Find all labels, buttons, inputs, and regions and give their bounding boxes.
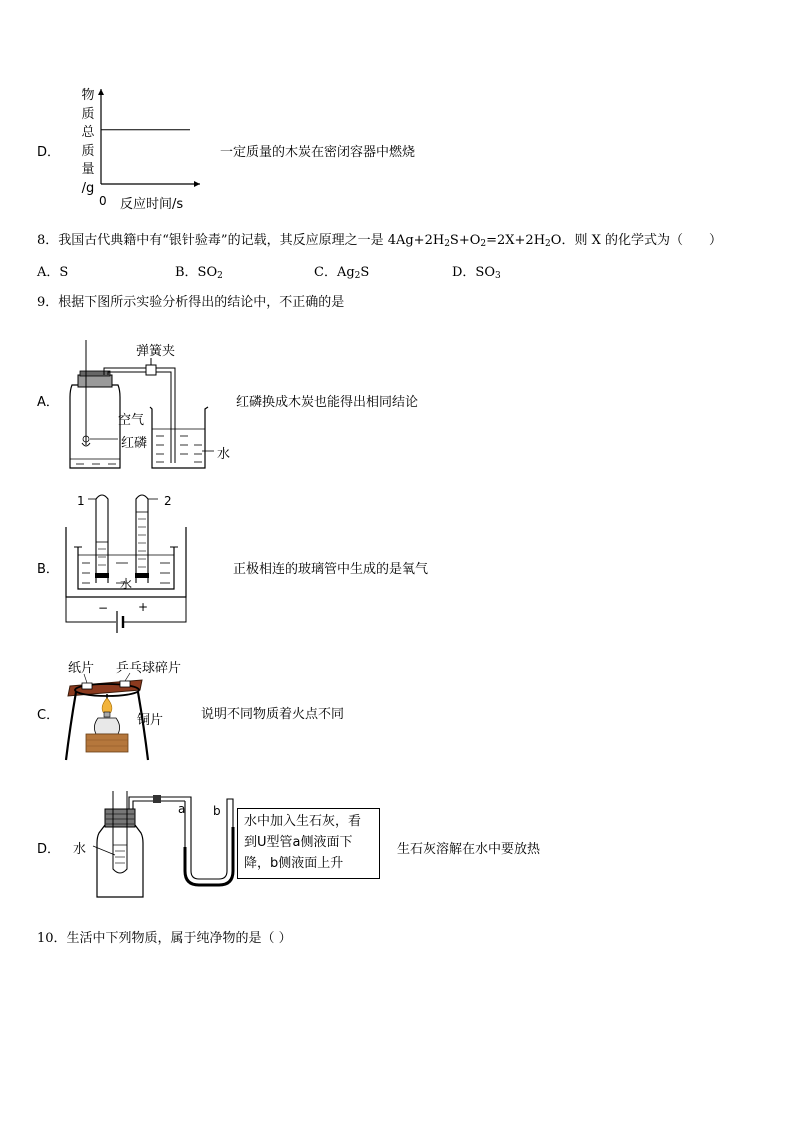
observation-note-line: 到U型管a侧液面下 bbox=[244, 835, 353, 850]
q7-option-d-letter: D． bbox=[37, 145, 61, 160]
q8-option-text: S bbox=[360, 265, 370, 280]
q8-option-text: C．Ag bbox=[314, 265, 355, 280]
q9-c-letter: C． bbox=[37, 708, 60, 723]
chart-x-axis-arrow bbox=[194, 181, 200, 187]
q8-subscript: 2 bbox=[444, 239, 450, 249]
label-phosphorus: 红磷 bbox=[121, 436, 148, 451]
q8-option-c bbox=[314, 261, 369, 281]
q9-a-text: 红磷换成木炭也能得出相同结论 bbox=[236, 395, 419, 410]
chart-ylabel-char: 总 bbox=[81, 125, 95, 140]
chart-y-axis-arrow bbox=[98, 89, 104, 95]
plus-sign: + bbox=[138, 600, 149, 614]
observation-note-line: 水中加入生石灰，看 bbox=[244, 814, 362, 829]
q8-stem-part: =2X+2H bbox=[486, 233, 546, 248]
q9-d-letter: D． bbox=[37, 842, 61, 857]
q8-stem-part: 8．我国古代典籍中有“银针验毒”的记载，其反应原理之一是 4Ag+2H bbox=[37, 233, 445, 248]
q8-subscript: 2 bbox=[354, 271, 361, 281]
q8-option-b bbox=[175, 261, 223, 281]
q8-stem-part: S+O bbox=[449, 233, 481, 248]
observation-note-box bbox=[237, 808, 380, 879]
label-pingpong: 乒乓球碎片 bbox=[116, 661, 182, 676]
q9-b-letter: B． bbox=[37, 562, 59, 577]
u-tube-side-a-label: a bbox=[178, 802, 186, 816]
chart-origin-label: 0 bbox=[99, 194, 107, 208]
label-copper: 铜片 bbox=[137, 713, 164, 728]
label-water: 水 bbox=[73, 842, 87, 857]
q8-option-text: D．SO bbox=[452, 265, 495, 280]
q8-option-text: B．SO bbox=[175, 265, 218, 280]
q9-c-text: 说明不同物质着火点不同 bbox=[201, 707, 345, 722]
line-chart bbox=[95, 80, 210, 195]
q8-stem bbox=[37, 229, 722, 249]
q7-option-d-text: 一定质量的木炭在密闭容器中燃烧 bbox=[220, 145, 416, 160]
quicklime-u-tube-apparatus bbox=[85, 785, 245, 905]
label-clip: 弹簧夹 bbox=[136, 344, 176, 359]
tube-1-label: 1 bbox=[77, 494, 85, 508]
chart-ylabel-char: 质 bbox=[81, 106, 95, 122]
q8-option-d bbox=[452, 261, 501, 281]
label-air: 空气 bbox=[118, 413, 145, 428]
q8-subscript: 2 bbox=[545, 239, 551, 249]
chart-xlabel: 反应时间/s bbox=[120, 197, 184, 212]
chart-ylabel-char: 量 bbox=[81, 162, 95, 177]
q8-stem-part: O．则 X 的化学式为（ ） bbox=[550, 233, 722, 248]
minus-sign: − bbox=[98, 601, 109, 615]
q8-option-a: A．S bbox=[37, 265, 69, 280]
chart-ylabel bbox=[80, 87, 96, 198]
q9-stem: 9．根据下图所示实验分析得出的结论中，不正确的是 bbox=[37, 295, 345, 310]
electrolysis-apparatus bbox=[62, 487, 197, 637]
u-tube-side-b-label: b bbox=[213, 804, 221, 818]
q8-subscript: 3 bbox=[495, 271, 501, 281]
chart-ylabel-char: /g bbox=[81, 180, 95, 196]
q9-a-letter: A． bbox=[37, 395, 59, 410]
q9-b-text: 正极相连的玻璃管中生成的是氧气 bbox=[233, 562, 429, 577]
tube-2-label: 2 bbox=[164, 494, 172, 508]
observation-note-line: 降，b侧液面上升 bbox=[244, 856, 344, 871]
q8-subscript: 2 bbox=[217, 271, 223, 281]
label-paper: 纸片 bbox=[68, 661, 95, 676]
chart-ylabel-char: 物 bbox=[81, 88, 95, 103]
q10-stem: 10．生活中下列物质，属于纯净物的是（ ） bbox=[37, 931, 292, 946]
label-water: 水 bbox=[120, 577, 133, 591]
q8-subscript: 2 bbox=[480, 239, 487, 249]
label-water: 水 bbox=[217, 447, 231, 462]
q9-d-text: 生石灰溶解在水中要放热 bbox=[397, 842, 541, 857]
chart-ylabel-char: 质 bbox=[81, 143, 95, 159]
